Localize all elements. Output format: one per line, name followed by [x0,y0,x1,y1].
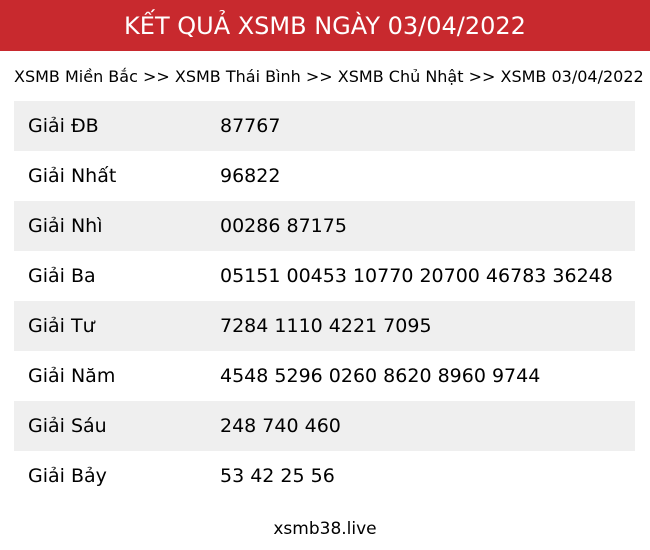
result-row [14,101,635,151]
result-row [14,401,635,451]
prize-label: Giải Bảy [28,465,107,487]
result-row [14,151,635,201]
breadcrumb-link[interactable]: XSMB Miền Bắc [14,66,138,86]
result-row [14,351,635,401]
page-footer [0,519,650,539]
prize-label: Giải Tư [28,315,95,337]
result-row [14,451,635,501]
prize-numbers: 248 740 460 [220,415,341,437]
page-header [0,0,650,51]
breadcrumb-separator: >> [463,66,501,86]
breadcrumb-link[interactable]: XSMB Chủ Nhật [337,66,464,86]
prize-numbers: 96822 [220,165,281,187]
breadcrumb-link[interactable]: XSMB 03/04/2022 [500,66,644,86]
prize-numbers: 87767 [220,115,281,137]
prize-numbers: 53 42 25 56 [220,465,335,487]
site-link[interactable]: xsmb38.live [273,519,377,539]
results-table [14,101,635,501]
prize-numbers: 7284 1110 4221 7095 [220,315,432,337]
prize-label: Giải ĐB [28,115,99,137]
result-row [14,251,635,301]
prize-label: Giải Năm [28,365,116,387]
prize-label: Giải Sáu [28,415,107,437]
prize-label: Giải Ba [28,265,96,287]
result-row [14,201,635,251]
prize-label: Giải Nhất [28,165,117,187]
result-row [14,301,635,351]
prize-numbers: 05151 00453 10770 20700 46783 36248 [220,265,613,287]
page-title: KẾT QUẢ XSMB NGÀY 03/04/2022 [124,11,526,40]
breadcrumb-separator: >> [300,66,338,86]
prize-numbers: 00286 87175 [220,215,347,237]
breadcrumb-separator: >> [137,66,175,86]
prize-label: Giải Nhì [28,215,103,237]
breadcrumb [0,51,650,101]
prize-numbers: 4548 5296 0260 8620 8960 9744 [220,365,541,387]
breadcrumb-link[interactable]: XSMB Thái Bình [174,66,301,86]
